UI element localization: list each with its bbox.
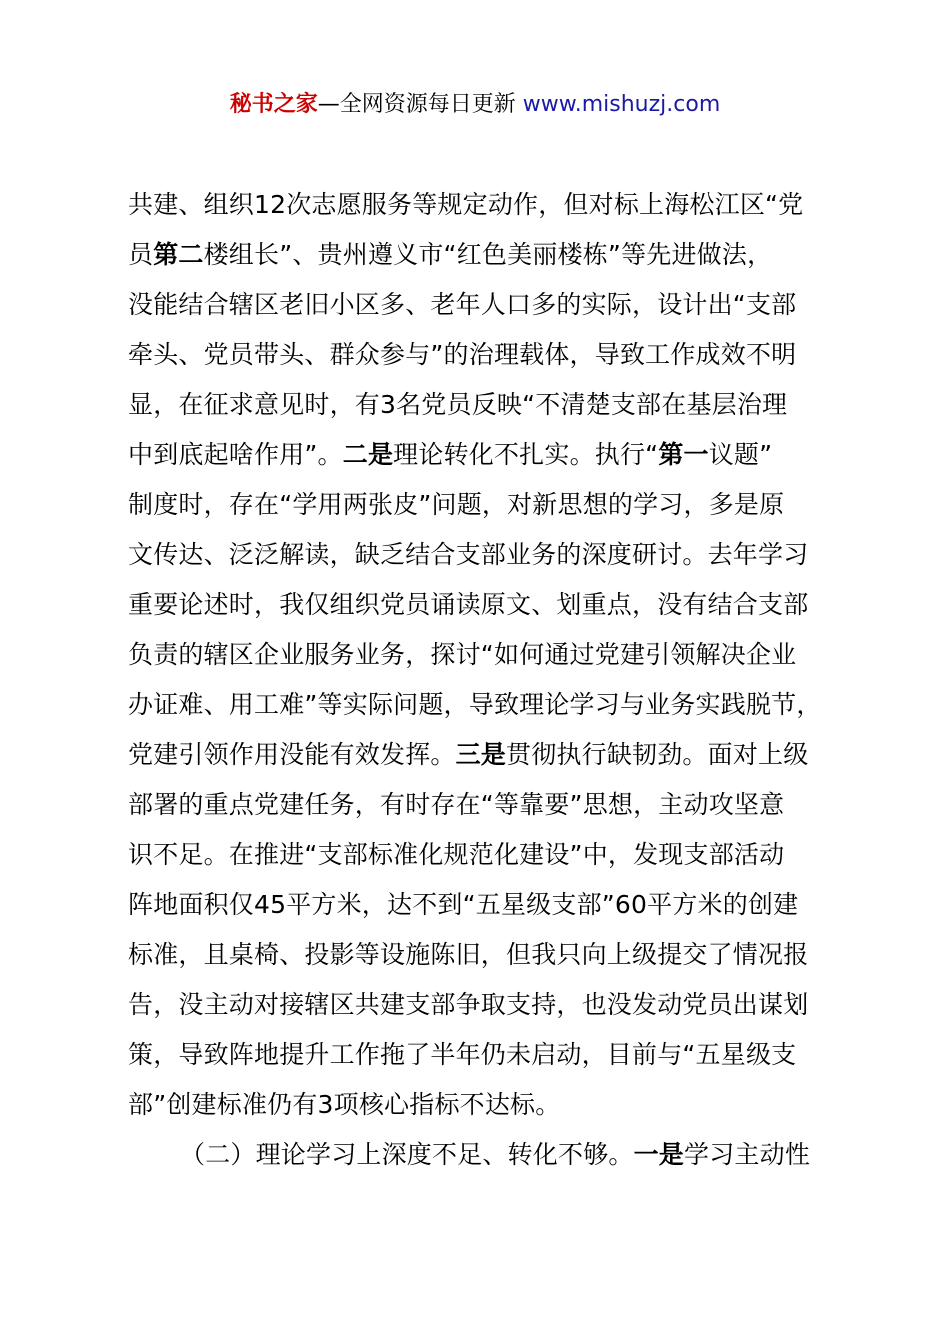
text-line [128, 1080, 848, 1130]
text-run: 文传达、泛泛解读，缺乏结合支部业务的深度研讨。去年学习 [128, 540, 809, 569]
bold-text-run: 一是 [633, 1140, 685, 1169]
text-run: 没能结合辖区老旧小区多、老年人口多的实际，设计出“支部 [128, 290, 797, 319]
text-line [128, 380, 848, 430]
text-run: 中到底起啥作用”。 [128, 440, 343, 469]
text-line [128, 480, 848, 530]
text-line [128, 880, 848, 930]
text-run: 学习主动性 [684, 1140, 811, 1169]
text-run: 部”创建标准仍有3项核心指标不达标。 [128, 1090, 561, 1119]
bold-text-run: 三是 [455, 740, 507, 769]
text-line [128, 780, 848, 830]
bold-text-run: 第一 [658, 440, 709, 469]
text-line [128, 630, 848, 680]
text-line [128, 1030, 848, 1080]
text-run: 议题” [708, 440, 773, 469]
text-run: 显，在征求意见时，有3名党员反映“不清楚支部在基层治理 [128, 390, 788, 419]
text-run: 阵地面积仅45平方米，达不到“五星级支部”60平方米的创建 [128, 890, 799, 919]
header-slogan: —全网资源每日更新 [317, 92, 523, 117]
text-run: 楼组长”、贵州遵义市“红色美丽楼栋”等先进做法， [203, 240, 773, 269]
text-run: 党建引领作用没能有效发挥。 [128, 740, 456, 769]
bold-text-run: 第二 [153, 240, 204, 269]
text-line [128, 730, 848, 780]
text-line [128, 230, 848, 280]
text-run: 重要论述时，我仅组织党员诵读原文、划重点，没有结合支部 [128, 590, 809, 619]
text-line [128, 930, 848, 980]
text-run: 制度时，存在“学用两张皮”问题，对新思想的学习，多是原 [128, 490, 785, 519]
text-run: 部署的重点党建任务，有时存在“等靠要”思想，主动攻坚意 [128, 790, 785, 819]
text-line [128, 180, 848, 230]
text-run: 员 [128, 240, 154, 269]
document-body [128, 180, 848, 1180]
site-header [0, 88, 950, 122]
text-run: 牵头、党员带头、群众参与”的治理载体，导致工作成效不明 [128, 340, 797, 369]
text-run: 办证难、用工难”等实际问题，导致理论学习与业务实践脱节， [128, 690, 822, 719]
text-line [128, 530, 848, 580]
text-line [128, 680, 848, 730]
text-run: 理论转化不扎实。执行“ [393, 440, 659, 469]
text-line [128, 330, 848, 380]
bold-text-run: 二是 [342, 440, 394, 469]
text-line [128, 430, 848, 480]
text-run: 识不足。在推进“支部标准化规范化建设”中，发现支部活动 [128, 840, 785, 869]
text-run: （二）理论学习上深度不足、转化不够。 [180, 1140, 634, 1169]
text-run: 共建、组织12次志愿服务等规定动作，但对标上海松江区“党 [128, 190, 804, 219]
text-line [128, 1130, 848, 1180]
text-line [128, 830, 848, 880]
text-run: 负责的辖区企业服务业务，探讨“如何通过党建引领解决企业 [128, 640, 797, 669]
brand-name: 秘书之家 [229, 92, 318, 117]
text-line [128, 580, 848, 630]
text-run: 策，导致阵地提升工作拖了半年仍未启动，目前与“五星级支 [128, 1040, 797, 1069]
text-run: 贯彻执行缺韧劲。面对上级 [506, 740, 809, 769]
text-run: 标准，且桌椅、投影等设施陈旧，但我只向上级提交了情况报 [128, 940, 809, 969]
text-line [128, 280, 848, 330]
text-run: 告，没主动对接辖区共建支部争取支持，也没发动党员出谋划 [128, 990, 809, 1019]
site-url-link[interactable]: www.mishuzj.com [522, 92, 721, 117]
text-line [128, 980, 848, 1030]
